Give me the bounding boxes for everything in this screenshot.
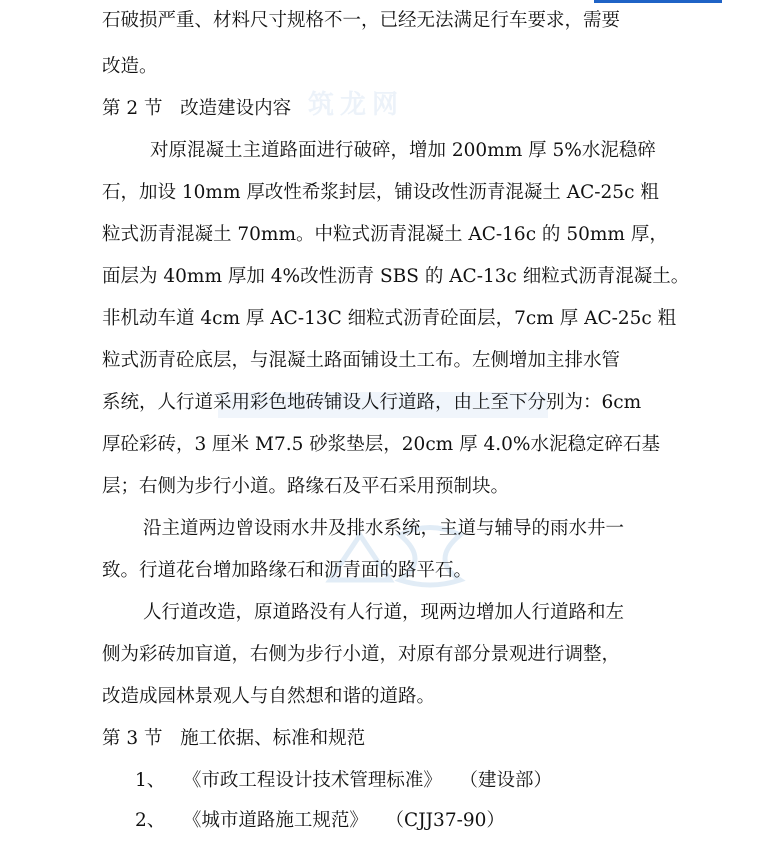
body-text-line: 粒式沥青砼底层，与混凝土路面铺设土工布。左侧增加主排水管 [102, 350, 621, 371]
body-text-line: 层；右侧为步行小道。路缘石及平石采用预制块。 [102, 476, 510, 497]
body-text-line: 沿主道两边曾设雨水井及排水系统，主道与辅导的雨水井一 [143, 518, 625, 539]
body-text-line: 面层为 40mm 厚加 4%改性沥青 SBS 的 AC-13c 细粒式沥青混凝土。 [102, 266, 690, 287]
body-text-line: 粒式沥青混凝土 70mm。中粒式沥青混凝土 AC-16c 的 50mm 厚， [102, 224, 668, 245]
body-text-line: 石破损严重、材料尺寸规格不一，已经无法满足行车要求，需要 [102, 10, 621, 31]
top-accent-bar [594, 0, 722, 3]
body-text-line: 人行道改造，原道路没有人行道，现两边增加人行道路和左 [143, 602, 625, 623]
watermark-text: 筑龙网 [308, 90, 405, 120]
body-text-line: 系统，人行道采用彩色地砖铺设人行道路，由上至下分别为：6cm [102, 392, 642, 413]
list-item: 2、 《城市道路施工规范》 （CJJ37-90） [135, 810, 505, 831]
body-text-line: 改造。 [102, 56, 158, 77]
body-text-line: 改造成园林景观人与自然想和谐的道路。 [102, 686, 436, 707]
body-text-line: 非机动车道 4cm 厚 AC-13C 细粒式沥青砼面层，7cm 厚 AC-25c 粗 [102, 308, 677, 329]
section-heading: 第 2 节 改造建设内容 [102, 98, 292, 119]
body-text-line: 对原混凝土主道路面进行破碎，增加 200mm 厚 5%水泥稳碎 [150, 140, 656, 161]
body-text-line: 侧为彩砖加盲道，右侧为步行小道，对原有部分景观进行调整， [102, 644, 621, 665]
list-item: 1、 《市政工程设计技术管理标准》 （建设部） [135, 770, 553, 791]
body-text-line: 致。行道花台增加路缘石和沥青面的路平石。 [102, 560, 473, 581]
body-text-line: 厚砼彩砖，3 厘米 M7.5 砂浆垫层，20cm 厚 4.0%水泥稳定碎石基 [102, 434, 660, 455]
body-text-line: 石，加设 10mm 厚改性希浆封层，铺设改性沥青混凝土 AC-25c 粗 [102, 182, 659, 203]
section-heading: 第 3 节 施工依据、标准和规范 [102, 728, 366, 749]
